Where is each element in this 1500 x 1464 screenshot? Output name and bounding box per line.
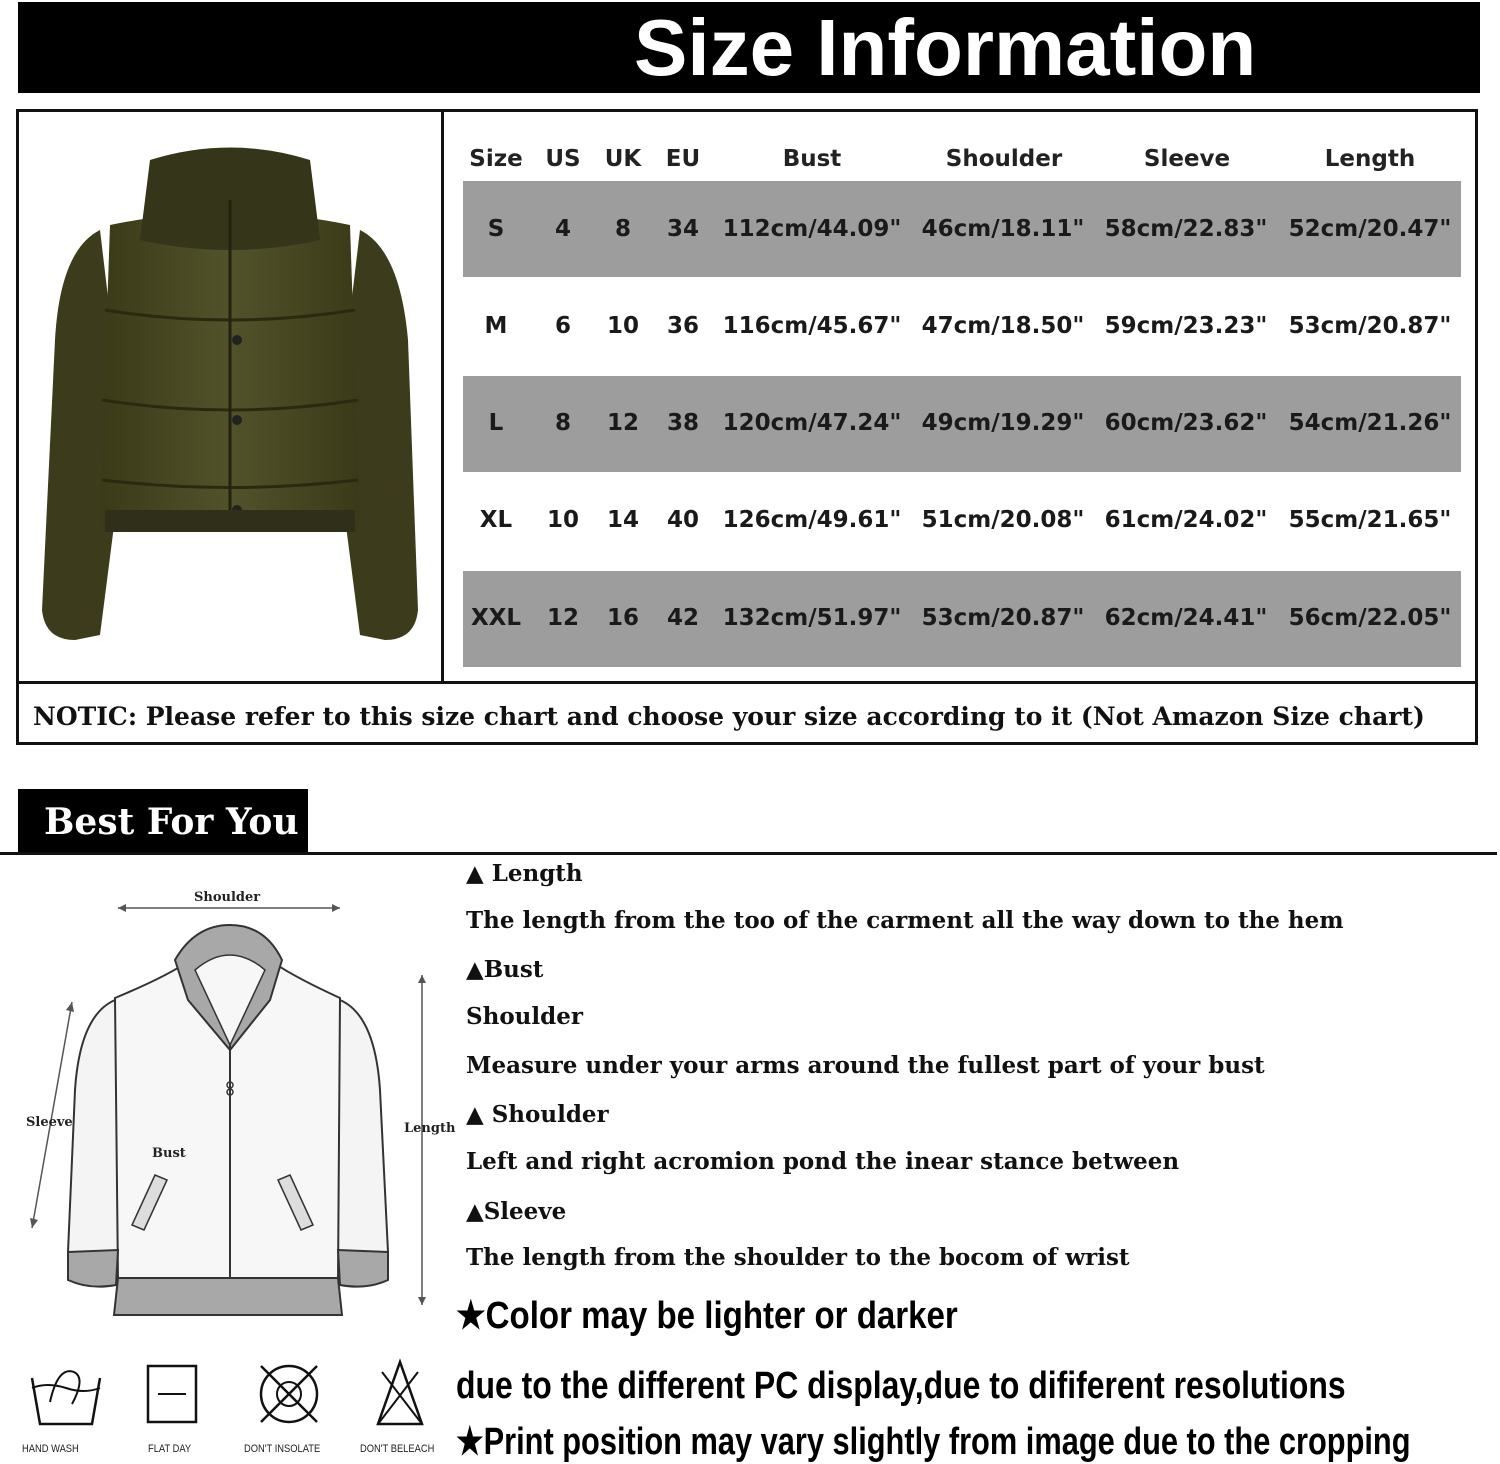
- table-cell: 53cm/20.87": [921, 605, 1085, 631]
- desc-bust-text: Measure under your arms around the fullest part of your bust: [466, 1052, 1265, 1079]
- hand-wash-icon: [22, 1358, 122, 1428]
- desc-shoulder-heading: ▲ Shoulder: [466, 1101, 609, 1128]
- table-cell: 58cm/22.83": [1104, 216, 1268, 242]
- label-shoulder: Shoulder: [194, 890, 261, 905]
- header-length: Length: [1324, 146, 1416, 172]
- label-sleeve: Sleeve: [26, 1115, 73, 1130]
- table-cell: 38: [666, 410, 699, 436]
- table-cell: 112cm/44.09": [722, 216, 902, 242]
- table-cell: M: [484, 313, 508, 339]
- desc-shoulder-word: Shoulder: [466, 1003, 583, 1030]
- table-cell: 36: [666, 313, 699, 339]
- horizontal-divider: [16, 681, 1478, 684]
- flat-dry-icon: [128, 1358, 228, 1428]
- page-title: Size Information: [634, 3, 1257, 92]
- table-cell: 52cm/20.47": [1288, 216, 1452, 242]
- desc-shoulder-text: Left and right acromion pond the inear stance between: [466, 1148, 1180, 1175]
- desc-sleeve-text: The length from the shoulder to the bocom of wrist: [466, 1244, 1130, 1271]
- table-cell: 10: [546, 507, 579, 533]
- table-cell: 126cm/49.61": [722, 507, 902, 533]
- size-notice: NOTIC: Please refer to this size chart and choose your size according to it (Not Amazon Size chart): [33, 702, 1425, 731]
- header-shoulder: Shoulder: [945, 146, 1063, 172]
- table-cell: 47cm/18.50": [921, 313, 1085, 339]
- label-bust: Bust: [152, 1146, 186, 1161]
- note-print-position: ★Print position may vary slightly from image due to the cropping: [456, 1421, 1411, 1463]
- care-label-hand-wash: HAND WASH: [22, 1443, 79, 1455]
- measurement-diagram: [20, 880, 456, 1325]
- dont-insolate-icon: [245, 1358, 345, 1428]
- note-color: ★Color may be lighter or darker: [456, 1295, 958, 1337]
- table-cell: 10: [606, 313, 639, 339]
- table-cell: 12: [546, 605, 579, 631]
- table-cell: 54cm/21.26": [1288, 410, 1452, 436]
- table-cell: 61cm/24.02": [1104, 507, 1268, 533]
- care-label-dont-bleach: DON'T BELEACH: [360, 1443, 435, 1455]
- table-cell: 53cm/20.87": [1288, 313, 1452, 339]
- table-cell: 34: [666, 216, 699, 242]
- table-cell: 55cm/21.65": [1288, 507, 1452, 533]
- table-cell: 62cm/24.41": [1104, 605, 1268, 631]
- care-label-flat-dry: FLAT DAY: [148, 1443, 192, 1455]
- header-bust: Bust: [782, 146, 842, 172]
- vertical-divider: [441, 109, 444, 684]
- header-eu: EU: [665, 146, 701, 172]
- jacket-product-image: [30, 140, 430, 650]
- desc-sleeve-heading: ▲Sleeve: [466, 1198, 567, 1225]
- header-size: Size: [469, 146, 523, 172]
- care-label-dont-insolate: DON'T INSOLATE: [244, 1443, 321, 1455]
- table-cell: XL: [479, 507, 513, 533]
- table-cell: 42: [666, 605, 699, 631]
- table-cell: 116cm/45.67": [722, 313, 902, 339]
- desc-length-text: The length from the too of the carment all the way down to the hem: [466, 907, 1344, 934]
- header-us: US: [545, 146, 581, 172]
- table-cell: 14: [606, 507, 639, 533]
- table-cell: 46cm/18.11": [921, 216, 1085, 242]
- header-sleeve: Sleeve: [1143, 146, 1231, 172]
- label-length: Length: [404, 1121, 456, 1136]
- table-cell: 59cm/23.23": [1104, 313, 1268, 339]
- dont-bleach-icon: [360, 1358, 460, 1428]
- table-cell: 6: [554, 313, 571, 339]
- table-cell: 12: [606, 410, 639, 436]
- table-cell: L: [488, 410, 504, 436]
- table-cell: 8: [614, 216, 631, 242]
- table-cell: 8: [554, 410, 571, 436]
- section-rule: [0, 852, 1497, 855]
- header-uk: UK: [604, 146, 642, 172]
- table-cell: 60cm/23.62": [1104, 410, 1268, 436]
- table-cell: 120cm/47.24": [722, 410, 902, 436]
- desc-length-heading: ▲ Length: [466, 860, 583, 887]
- table-cell: XXL: [470, 605, 522, 631]
- table-cell: S: [487, 216, 505, 242]
- table-cell: 51cm/20.08": [921, 507, 1085, 533]
- table-cell: 56cm/22.05": [1288, 605, 1452, 631]
- table-cell: 4: [554, 216, 571, 242]
- note-display: due to the different PC display,due to dififerent resolutions: [456, 1365, 1346, 1407]
- desc-bust-heading: ▲Bust: [466, 956, 544, 983]
- best-for-you-title: Best For You: [44, 801, 299, 843]
- table-cell: 40: [666, 507, 699, 533]
- table-cell: 49cm/19.29": [921, 410, 1085, 436]
- table-cell: 132cm/51.97": [722, 605, 902, 631]
- table-cell: 16: [606, 605, 639, 631]
